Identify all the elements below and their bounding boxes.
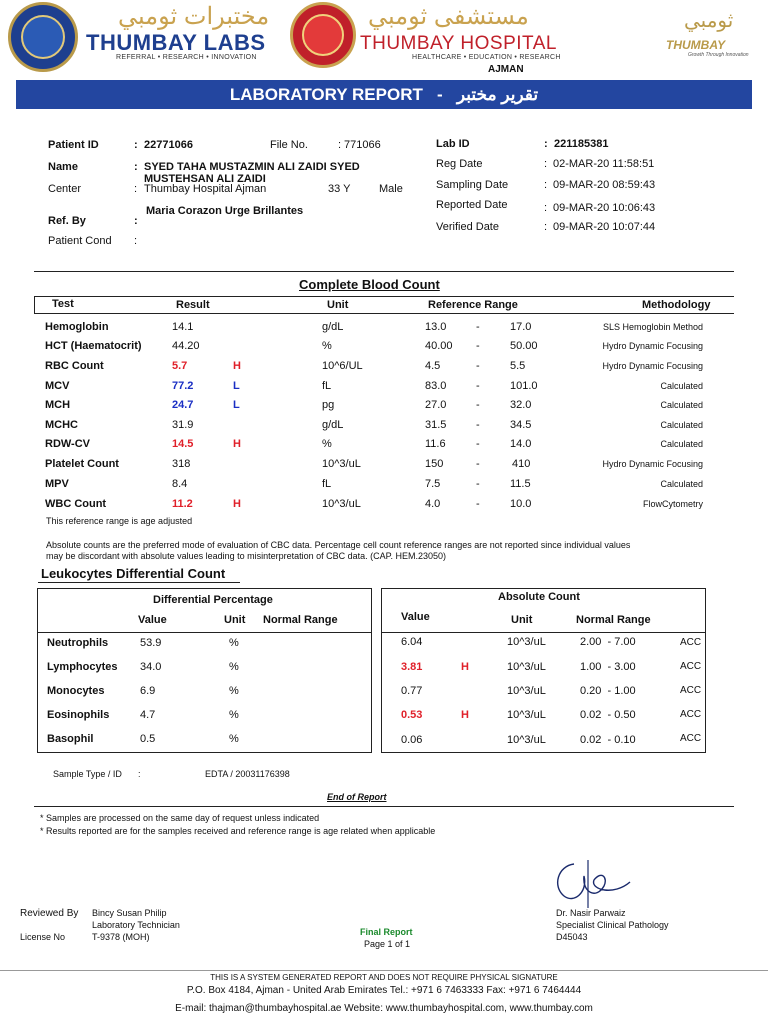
lab-id-value: 221185381 [554, 138, 609, 150]
cbc-range-dash: - [476, 498, 480, 510]
diff-abs-value: 0.77 [401, 685, 423, 697]
cbc-method: Calculated [660, 420, 703, 430]
cbc-flag: H [233, 360, 241, 372]
cbc-result: 14.5 [172, 438, 194, 450]
diff-acc: ACC [680, 709, 702, 720]
diff-abs-unit: 10^3/uL [507, 661, 546, 673]
cbc-range-dash: - [476, 399, 480, 411]
reported-date-colon: : [544, 202, 548, 214]
pct-header-value: Value [138, 614, 167, 626]
cbc-range-dash: - [476, 321, 480, 333]
hospital-contact: E-mail: thajman@thumbayhospital.ae Website: www.thumbayhospital.com, www.thumbay.com [175, 1003, 593, 1014]
cbc-test: RDW-CV [45, 438, 90, 450]
sampling-date-label: Sampling Date [436, 179, 509, 191]
cbc-flag: H [233, 438, 241, 450]
footer-divider [0, 970, 768, 971]
center-value: Thumbay Hospital Ajman [144, 183, 267, 195]
cbc-method: Hydro Dynamic Focusing [602, 341, 703, 351]
diff-acc: ACC [680, 637, 702, 648]
reported-date-value: 09-MAR-20 10:06:43 [553, 202, 656, 214]
cbc-result: 8.4 [172, 478, 188, 490]
lab-id-colon: : [544, 138, 548, 150]
cbc-result: 31.9 [172, 419, 194, 431]
diff-acc: ACC [680, 733, 702, 744]
thumbay-group-tagline: Growth Through Innovation [688, 52, 749, 58]
cbc-unit: % [322, 340, 332, 352]
cbc-header-test: Test [52, 298, 74, 310]
cbc-range-low: 40.00 [425, 340, 453, 352]
cbc-range-low: 31.5 [425, 419, 447, 431]
cbc-range-low: 83.0 [425, 380, 447, 392]
pct-header-unit: Unit [224, 614, 246, 626]
cbc-unit: g/dL [322, 419, 344, 431]
cbc-flag: L [233, 399, 240, 411]
ref-by-label: Ref. By [48, 215, 86, 227]
patient-divider [34, 271, 734, 272]
cbc-range-low: 13.0 [425, 321, 447, 333]
name-colon: : [134, 161, 138, 173]
cbc-unit: % [322, 438, 332, 450]
diff-pct-unit: % [229, 685, 239, 697]
diff-cell-name: Neutrophils [47, 637, 109, 649]
cbc-unit: pg [322, 399, 335, 411]
patient-name-line-2: MUSTEHSAN ALI ZAIDI [144, 173, 266, 185]
patient-sex: Male [379, 183, 403, 195]
reviewer-role: Laboratory Technician [92, 920, 180, 930]
diff-cell-name: Lymphocytes [47, 661, 118, 673]
city: AJMAN [488, 64, 524, 75]
cbc-unit: fL [322, 380, 332, 392]
file-no-label: File No. [270, 139, 308, 151]
thumbay-group-name: THUMBAY [666, 38, 726, 52]
labs-name: THUMBAY LABS [86, 30, 266, 55]
diff-pct-unit: % [229, 733, 239, 745]
diff-abs-unit: 10^3/uL [507, 709, 546, 721]
pathologist-signature [544, 856, 634, 914]
cbc-range-high: 34.5 [510, 419, 532, 431]
reg-date-value: 02-MAR-20 11:58:51 [553, 158, 655, 170]
cbc-test: MCHC [45, 419, 78, 431]
cbc-flag: H [233, 498, 241, 510]
report-title: LABORATORY REPORT [229, 85, 423, 104]
cbc-result: 318 [172, 458, 191, 470]
diff-pct-value: 53.9 [140, 637, 162, 649]
cbc-unit: 10^3/uL [322, 458, 361, 470]
center-colon: : [134, 183, 138, 195]
report-title-sep: - [437, 85, 443, 104]
cbc-method: Calculated [660, 439, 703, 449]
cbc-paragraph-line-1: Absolute counts are the preferred mode of evaluation of CBC data. Percentage cell count reference ranges are not reported since individual values [46, 540, 631, 550]
pathologist-name: Dr. Nasir Parwaiz [556, 908, 626, 918]
diff-abs-range: 0.02 - 0.50 [580, 709, 636, 721]
reported-date-label: Reported Date [436, 199, 508, 211]
diff-pct-unit: % [229, 661, 239, 673]
cbc-range-dash: - [476, 458, 480, 470]
cbc-unit: 10^6/UL [322, 360, 363, 372]
cbc-test: MPV [45, 478, 69, 490]
cbc-result: 77.2 [172, 380, 194, 392]
diff-abs-unit: 10^3/uL [507, 734, 546, 746]
end-divider [34, 806, 734, 807]
cbc-unit: g/dL [322, 321, 344, 333]
note-line-1: * Samples are processed on the same day of request unless indicated [40, 813, 320, 823]
cbc-test: Hemoglobin [45, 321, 109, 333]
cbc-test: WBC Count [45, 498, 107, 510]
cbc-result: 24.7 [172, 399, 194, 411]
cbc-range-high: 5.5 [510, 360, 526, 372]
sample-type-label: Sample Type / ID [53, 769, 122, 779]
diff-abs-range: 0.02 - 0.10 [580, 734, 636, 746]
abs-header-value: Value [401, 611, 430, 623]
cbc-unit: 10^3/uL [322, 498, 361, 510]
cbc-range-dash: - [476, 478, 480, 490]
cbc-range-low: 7.5 [425, 478, 441, 490]
cbc-paragraph-line-2: may be discordant with absolute values leading to misinterpretation of CBC data. (CAP. HEM.23050) [46, 551, 447, 561]
cbc-header-result: Result [176, 299, 210, 311]
cbc-result: 14.1 [172, 321, 194, 333]
reg-date-colon: : [544, 158, 548, 170]
patient-id-colon: : [134, 139, 138, 151]
final-report-label: Final Report [360, 927, 413, 937]
cbc-unit: fL [322, 478, 332, 490]
cbc-test: MCV [45, 380, 70, 392]
diff-pct-unit: % [229, 637, 239, 649]
report-title-banner [16, 80, 752, 109]
cbc-range-high: 11.5 [510, 478, 531, 490]
diff-abs-unit: 10^3/uL [507, 685, 546, 697]
diff-abs-flag: H [461, 709, 469, 721]
referring-doctor: Maria Corazon Urge Brillantes [146, 205, 304, 217]
diff-pct-unit: % [229, 709, 239, 721]
hospital-name: THUMBAY HOSPITAL [360, 33, 557, 54]
cbc-method: Calculated [660, 479, 703, 489]
thumbay-hospital-emblem [290, 2, 356, 68]
diff-abs-value: 0.53 [401, 709, 423, 721]
center-label: Center [48, 183, 82, 195]
verified-date-label: Verified Date [436, 221, 499, 233]
age-adjusted-note: This reference range is age adjusted [46, 516, 193, 526]
differential-title: Leukocytes Differential Count [41, 566, 226, 581]
patient-age: 33 Y [328, 183, 351, 195]
cbc-range-dash: - [476, 360, 480, 372]
cbc-range-high: 32.0 [510, 399, 532, 411]
cbc-header-range: Reference Range [428, 299, 518, 311]
cbc-method: SLS Hemoglobin Method [602, 322, 703, 332]
pathologist-role: Specialist Clinical Pathology [556, 920, 669, 930]
differential-percentage-header-line [37, 632, 372, 633]
verified-date-value: 09-MAR-20 10:07:44 [553, 221, 656, 233]
cbc-test: Platelet Count [45, 458, 119, 470]
cbc-range-low: 27.0 [425, 399, 447, 411]
cbc-method: Hydro Dynamic Focusing [602, 459, 703, 469]
sample-type-colon: : [138, 769, 141, 779]
cbc-result: 5.7 [172, 360, 188, 372]
end-of-report: End of Report [327, 792, 387, 802]
cbc-result: 44.20 [172, 340, 200, 352]
system-generated-note: THIS IS A SYSTEM GENERATED REPORT AND DOES NOT REQUIRE PHYSICAL SIGNATURE [210, 973, 558, 982]
file-no-colon: : [338, 139, 342, 151]
diff-cell-name: Basophil [47, 733, 94, 745]
hospital-arabic-name: مستشفى ثومبي [368, 3, 529, 30]
diff-acc: ACC [680, 661, 702, 672]
diff-abs-range: 2.00 - 7.00 [580, 636, 636, 648]
cbc-test: MCH [45, 399, 71, 411]
lab-id-label: Lab ID [436, 138, 470, 150]
differential-percentage-title: Differential Percentage [153, 594, 273, 606]
cbc-method: Calculated [660, 400, 703, 410]
diff-acc: ACC [680, 685, 702, 696]
verified-date-colon: : [544, 221, 548, 233]
reviewed-by-label: Reviewed By [20, 908, 79, 919]
diff-abs-flag: H [461, 661, 469, 673]
cbc-range-dash: - [476, 419, 480, 431]
diff-abs-value: 6.04 [401, 636, 423, 648]
diff-abs-value: 3.81 [401, 661, 423, 673]
cbc-flag: L [233, 380, 240, 392]
pct-header-range: Normal Range [263, 614, 338, 626]
diff-abs-value: 0.06 [401, 734, 423, 746]
page-number: Page 1 of 1 [364, 939, 411, 949]
file-no-value: 771066 [344, 139, 381, 151]
reg-date-label: Reg Date [436, 158, 483, 170]
cbc-method: Hydro Dynamic Focusing [602, 361, 703, 371]
abs-header-range: Normal Range [576, 614, 651, 626]
pathologist-code: D45043 [556, 932, 588, 942]
cbc-range-dash: - [476, 340, 480, 352]
sampling-date-value: 09-MAR-20 08:59:43 [553, 179, 656, 191]
cbc-range-high: 14.0 [510, 438, 532, 450]
cbc-test: RBC Count [45, 360, 104, 372]
cbc-header-row [34, 296, 734, 314]
cbc-title: Complete Blood Count [299, 277, 440, 292]
diff-pct-value: 4.7 [140, 709, 156, 721]
diff-pct-value: 6.9 [140, 685, 156, 697]
cbc-range-high: 101.0 [510, 380, 538, 392]
absolute-count-title: Absolute Count [498, 591, 580, 603]
thumbay-group-arabic: ثومبي [684, 10, 734, 32]
cbc-test: HCT (Haematocrit) [45, 340, 142, 352]
cbc-range-high: 10.0 [510, 498, 532, 510]
cbc-range-high: 410 [512, 458, 531, 470]
diff-abs-range: 0.20 - 1.00 [580, 685, 636, 697]
sample-type-value: EDTA / 20031176398 [205, 769, 290, 779]
cbc-method: FlowCytometry [642, 499, 703, 509]
patient-name-line-1: SYED TAHA MUSTAZMIN ALI ZAIDI SYED [144, 161, 360, 173]
cbc-header-method: Methodology [642, 299, 711, 311]
abs-header-unit: Unit [511, 614, 533, 626]
thumbay-labs-emblem [8, 2, 78, 72]
hospital-tagline: HEALTHCARE • EDUCATION • RESEARCH [412, 54, 561, 61]
cbc-header-unit: Unit [327, 299, 349, 311]
diff-cell-name: Eosinophils [47, 709, 110, 721]
cbc-range-dash: - [476, 380, 480, 392]
diff-abs-unit: 10^3/uL [507, 636, 546, 648]
patient-cond-label: Patient Cond [48, 235, 112, 247]
absolute-count-header-line [381, 632, 706, 633]
hospital-address: P.O. Box 4184, Ajman - United Arab Emirates Tel.: +971 6 7463333 Fax: +971 6 7464444 [186, 985, 582, 996]
cbc-range-low: 4.0 [425, 498, 441, 510]
report-title-arabic: تقرير مختبر [456, 85, 539, 104]
diff-pct-value: 34.0 [140, 661, 162, 673]
cbc-method: Calculated [660, 381, 703, 391]
patient-cond-colon: : [134, 235, 138, 247]
sampling-date-colon: : [544, 179, 548, 191]
note-line-2: * Results reported are for the samples received and reference range is age related when applicable [40, 826, 436, 836]
patient-id-label: Patient ID [48, 139, 99, 151]
cbc-range-low: 150 [425, 458, 444, 470]
name-label: Name [48, 161, 78, 173]
license-number: T-9378 (MOH) [92, 932, 150, 942]
reviewer-name: Bincy Susan Philip [92, 908, 167, 918]
diff-pct-value: 0.5 [140, 733, 156, 745]
cbc-range-low: 4.5 [425, 360, 441, 372]
diff-cell-name: Monocytes [47, 685, 105, 697]
cbc-range-low: 11.6 [425, 438, 446, 450]
patient-id-value: 22771066 [144, 139, 193, 151]
cbc-range-dash: - [476, 438, 480, 450]
labs-tagline: REFERRAL • RESEARCH • INNOVATION [116, 54, 257, 61]
cbc-range-high: 50.00 [510, 340, 538, 352]
cbc-result: 11.2 [172, 498, 193, 510]
differential-title-underline [38, 582, 240, 583]
ref-by-colon: : [134, 215, 138, 227]
license-label: License No [20, 932, 66, 942]
diff-abs-range: 1.00 - 3.00 [580, 661, 636, 673]
labs-arabic-name: مختبرات ثومبي [118, 3, 270, 30]
cbc-range-high: 17.0 [510, 321, 532, 333]
